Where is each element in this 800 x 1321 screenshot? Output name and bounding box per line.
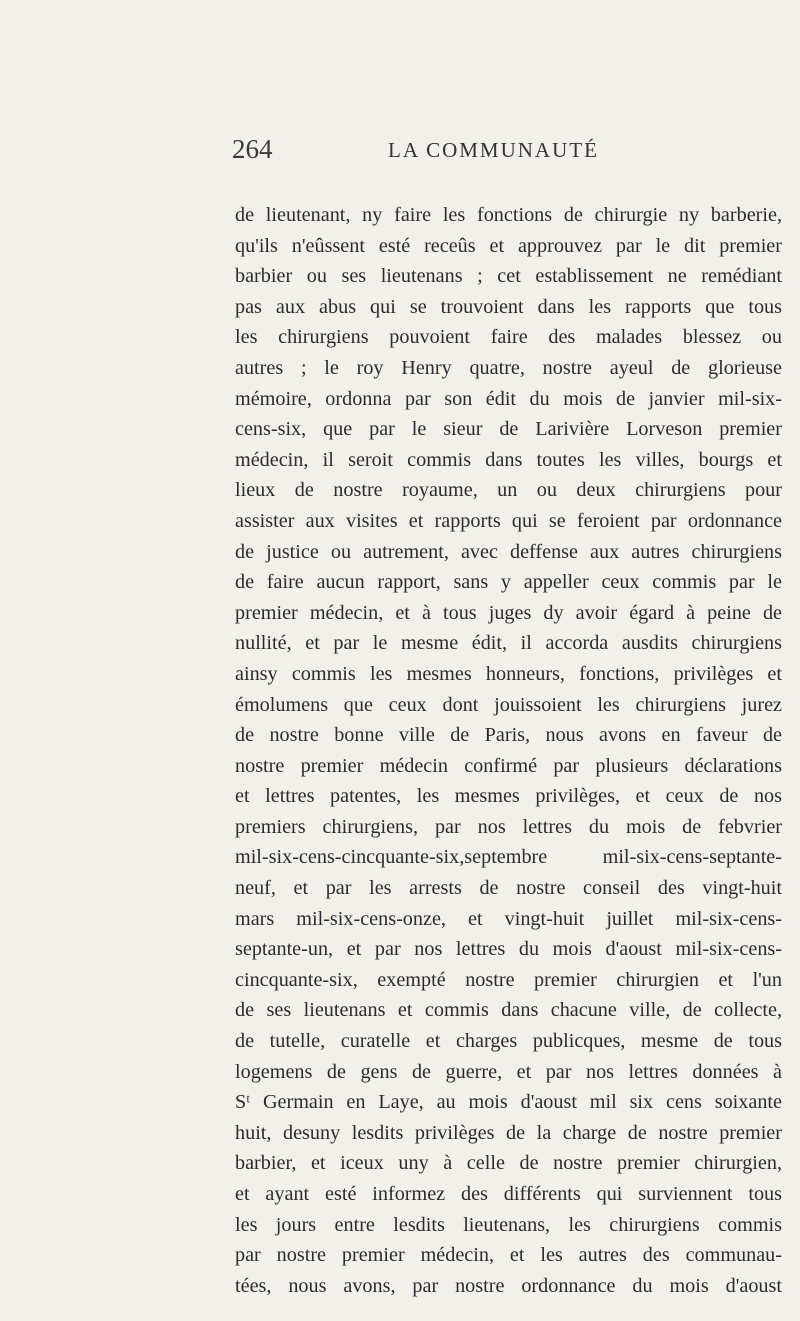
text-line: de nostre bonne ville de Paris, nous avons en faveur de xyxy=(235,724,782,747)
text-line: et ayant esté informez des différents qui surviennent tous xyxy=(235,1183,782,1205)
text-line: mars mil-six-cens-onze, et vingt-huit juillet mil-six-cens- xyxy=(235,907,782,930)
text-line: mil-six-cens-cincquante-six,septembre mil-six-cens-septante- xyxy=(235,846,782,869)
text-line: huit, desuny lesdits privilèges de la charge de nostre premier xyxy=(235,1121,782,1144)
text-line: et lettres patentes, les mesmes privilèges, et ceux de nos xyxy=(235,785,782,808)
text-line: logemens de gens de guerre, et par nos lettres données à xyxy=(235,1060,782,1083)
text-line: premier médecin, et à tous juges dy avoir égard à peine de xyxy=(235,601,782,624)
text-line: de tutelle, curatelle et charges publicques, mesme de tous xyxy=(235,1030,782,1053)
page-number: 264 xyxy=(232,134,273,164)
text-line: barbier, et iceux uny à celle de nostre premier chirurgien, xyxy=(235,1152,782,1175)
text-line: tées, nous avons, par nostre ordonnance du mois d'aoust xyxy=(235,1274,782,1297)
page-header xyxy=(0,134,800,174)
text-line: lieux de nostre royaume, un ou deux chirurgiens pour xyxy=(235,479,782,502)
text-line: nullité, et par le mesme édit, il accorda ausdits chirurgiens xyxy=(235,632,782,655)
text-line: assister aux visites et rapports qui se feroient par ordonnance xyxy=(235,509,782,532)
text-line: pas aux abus qui se trouvoient dans les rapports que tous xyxy=(235,295,782,318)
text-line: les chirurgiens pouvoient faire des malades blessez ou xyxy=(235,326,782,349)
text-line: ainsy commis les mesmes honneurs, fonctions, privilèges et xyxy=(235,662,782,685)
text-line: par nostre premier médecin, et les autres des communau- xyxy=(235,1244,782,1267)
text-line: nostre premier médecin confirmé par plusieurs déclarations xyxy=(235,754,782,777)
text-line: de ses lieutenans et commis dans chacune ville, de collecte, xyxy=(235,999,782,1022)
text-line: les jours entre lesdits lieutenans, les chirurgiens commis xyxy=(235,1213,782,1236)
text-line: de lieutenant, ny faire les fonctions de chirurgie ny barberie, xyxy=(235,204,782,226)
body-text xyxy=(235,200,782,1301)
running-head: LA COMMUNAUTÉ xyxy=(388,138,599,162)
text-line: qu'ils n'eûssent esté receûs et approuvez par le dit premier xyxy=(235,234,782,257)
text-line: de faire aucun rapport, sans y appeller ceux commis par le xyxy=(235,571,782,594)
text-line: septante-un, et par nos lettres du mois d'aoust mil-six-cens- xyxy=(235,938,782,961)
text-line: cens-six, que par le sieur de Larivière Lorveson premier xyxy=(235,418,782,441)
text-line: médecin, il seroit commis dans toutes les villes, bourgs et xyxy=(235,448,782,471)
text-line: barbier ou ses lieutenans ; cet establissement ne remédiant xyxy=(235,265,782,288)
text-line: émolumens que ceux dont jouissoient les chirurgiens jurez xyxy=(235,693,782,716)
text-line: Sᵗ Germain en Laye, au mois d'aoust mil six cens soixante xyxy=(235,1091,782,1114)
text-line: autres ; le roy Henry quatre, nostre ayeul de glorieuse xyxy=(235,356,782,379)
text-line: mémoire, ordonna par son édit du mois de janvier mil-six- xyxy=(235,387,782,410)
text-line: premiers chirurgiens, par nos lettres du mois de febvrier xyxy=(235,815,782,838)
text-line: neuf, et par les arrests de nostre conseil des vingt-huit xyxy=(235,877,782,900)
text-line: de justice ou autrement, avec deffense aux autres chirurgiens xyxy=(235,540,782,563)
text-line: cincquante-six, exempté nostre premier chirurgien et l'un xyxy=(235,968,782,991)
